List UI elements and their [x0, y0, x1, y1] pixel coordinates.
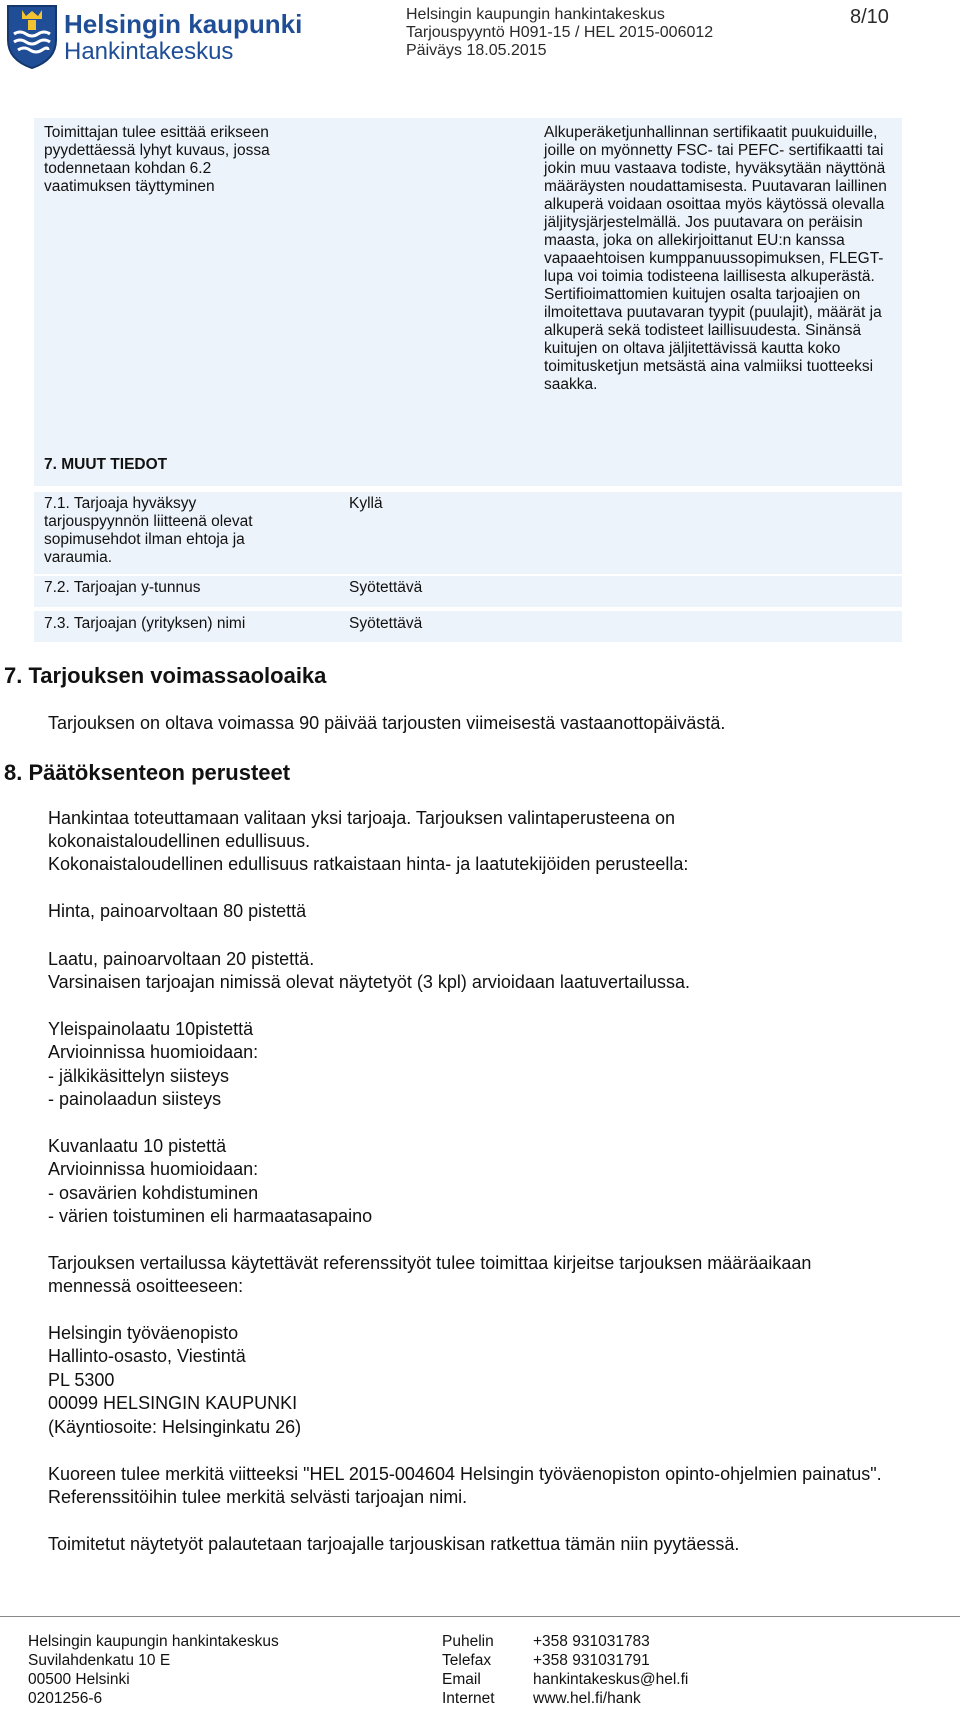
paragraph: Kuoreen tulee merkitä viitteeksi "HEL 2015-004604 Helsingin työväenopiston opinto-ohjelmien painatus". Referenssitöihin tulee merkitä selvästi tarjoajan nimi. — [48, 1464, 882, 1507]
footer-label-phone: Puhelin — [442, 1633, 494, 1650]
footer-city: 00500 Helsinki — [28, 1671, 130, 1688]
paragraph: Tarjouksen vertailussa käytettävät referenssityöt tulee toimittaa kirjeitse tarjouksen määräaikaan mennessä osoitteeseen: — [48, 1253, 812, 1296]
address-line: 00099 HELSINGIN KAUPUNKI — [48, 1393, 298, 1413]
brand-subname: Hankintakeskus — [64, 38, 234, 65]
helsinki-crest-icon — [6, 4, 58, 70]
footer-label-email: Email — [442, 1671, 481, 1688]
address-line: Helsingin työväenopisto — [48, 1323, 239, 1343]
page-header — [0, 0, 960, 80]
requirement-label: Toimittajan tulee esittää erikseen pyydettäessä lyhyt kuvaus, jossa todennetaan kohdan 6.2 vaatimuksen täyttyminen — [44, 124, 270, 195]
footer-label-fax: Telefax — [442, 1652, 492, 1669]
footer-org: Helsingin kaupungin hankintakeskus — [28, 1633, 279, 1650]
footer-email-link[interactable]: hankintakeskus@hel.fi — [533, 1671, 689, 1688]
page-number: 8/10 — [850, 6, 889, 28]
footer-divider — [0, 1616, 960, 1617]
heading-criteria: 8. Päätöksenteon perusteet — [4, 760, 291, 785]
row-value-company-name[interactable]: Syötettävä — [349, 615, 423, 632]
section-title: 7. MUUT TIEDOT — [44, 456, 168, 473]
paragraph: Tarjouksen on oltava voimassa 90 päivää tarjousten viimeisestä vastaanottopäivästä. — [48, 713, 726, 733]
header-org: Helsingin kaupungin hankintakeskus — [406, 6, 665, 23]
list-item: - värien toistuminen eli harmaatasapaino — [48, 1206, 373, 1226]
address-line: (Käyntiosoite: Helsinginkatu 26) — [48, 1417, 302, 1437]
footer-fax: +358 931031791 — [533, 1652, 650, 1669]
header-reference: Tarjouspyyntö H091-15 / HEL 2015-006012 — [406, 24, 714, 41]
requirement-description: Alkuperäketjunhallinnan sertifikaatit puukuiduille, joille on myönnetty FSC- tai PEFC- sertifikaatti tai jokin muu vastaava todiste, hyväksytään näyttönä määräysten noudattamisesta. Puutavaran laillinen alkuperä voidaan osoittaa myös käytössä olevalla jäljitysjärjestelmällä. Jos puutavara on peräisin maasta, joka on allekirjoittanut EU:n kanssa vapaaehtoisen kumppanuussopimuksen, FLEGT-lupa voi toimia todisteena laillisesta alkuperästä. Sertifioimattomien kuitujen osalta tarjoajien on ilmoitettava puutavaran tyypit (puulajit), määrät ja alkuperä sekä todisteet laillisuudesta. Sinänsä kuitujen on oltava jäljitettävissä kautta koko toimitusketjun metsästä aina valmiiksi tuotteeksi saakka. — [544, 124, 887, 393]
list-item: - osavärien kohdistuminen — [48, 1183, 259, 1203]
footer-phone: +358 931031783 — [533, 1633, 650, 1650]
heading-validity: 7. Tarjouksen voimassaoloaika — [4, 663, 327, 688]
paragraph: Hankintaa toteuttamaan valitaan yksi tarjoaja. Tarjouksen valintaperusteena on kokonaistaloudellinen edullisuus. — [48, 808, 676, 851]
address-line: Hallinto-osasto, Viestintä — [48, 1346, 246, 1366]
list-item: - painolaadun siisteys — [48, 1089, 222, 1109]
brand-name: Helsingin kaupunki — [64, 9, 303, 39]
list-item: - jälkikäsittelyn siisteys — [48, 1066, 230, 1086]
paragraph: Toimitetut näytetyöt palautetaan tarjoajalle tarjouskisan ratkettua tämän niin pyytäessä. — [48, 1534, 740, 1554]
page-footer — [0, 1620, 960, 1713]
row-label-terms: 7.1. Tarjoaja hyväksyy tarjouspyynnön liitteenä olevat sopimusehdot ilman ehtoja ja varaumia. — [44, 495, 253, 566]
address-line: PL 5300 — [48, 1370, 115, 1390]
row-label-company-name: 7.3. Tarjoajan (yrityksen) nimi — [44, 615, 246, 632]
footer-web-link[interactable]: www.hel.fi/hank — [533, 1690, 641, 1707]
header-date: Päiväys 18.05.2015 — [406, 42, 547, 59]
footer-business-id: 0201256-6 — [28, 1690, 103, 1707]
row-label-business-id: 7.2. Tarjoajan y-tunnus — [44, 579, 201, 596]
paragraph: Yleispainolaatu 10pistettä — [48, 1019, 254, 1039]
row-value-business-id[interactable]: Syötettävä — [349, 579, 423, 596]
paragraph: Arvioinnissa huomioidaan: — [48, 1159, 259, 1179]
paragraph: Varsinaisen tarjoajan nimissä olevat näytetyöt (3 kpl) arvioidaan laatuvertailussa. — [48, 972, 690, 992]
paragraph: Hinta, painoarvoltaan 80 pistettä — [48, 901, 307, 921]
footer-street: Suvilahdenkatu 10 E — [28, 1652, 171, 1669]
row-value-terms[interactable]: Kyllä — [349, 495, 383, 512]
paragraph: Kuvanlaatu 10 pistettä — [48, 1136, 227, 1156]
paragraph: Kokonaistaloudellinen edullisuus ratkaistaan hinta- ja laatutekijöiden perusteella: — [48, 854, 689, 874]
footer-label-web: Internet — [442, 1690, 495, 1707]
paragraph: Arvioinnissa huomioidaan: — [48, 1042, 259, 1062]
paragraph: Laatu, painoarvoltaan 20 pistettä. — [48, 949, 315, 969]
